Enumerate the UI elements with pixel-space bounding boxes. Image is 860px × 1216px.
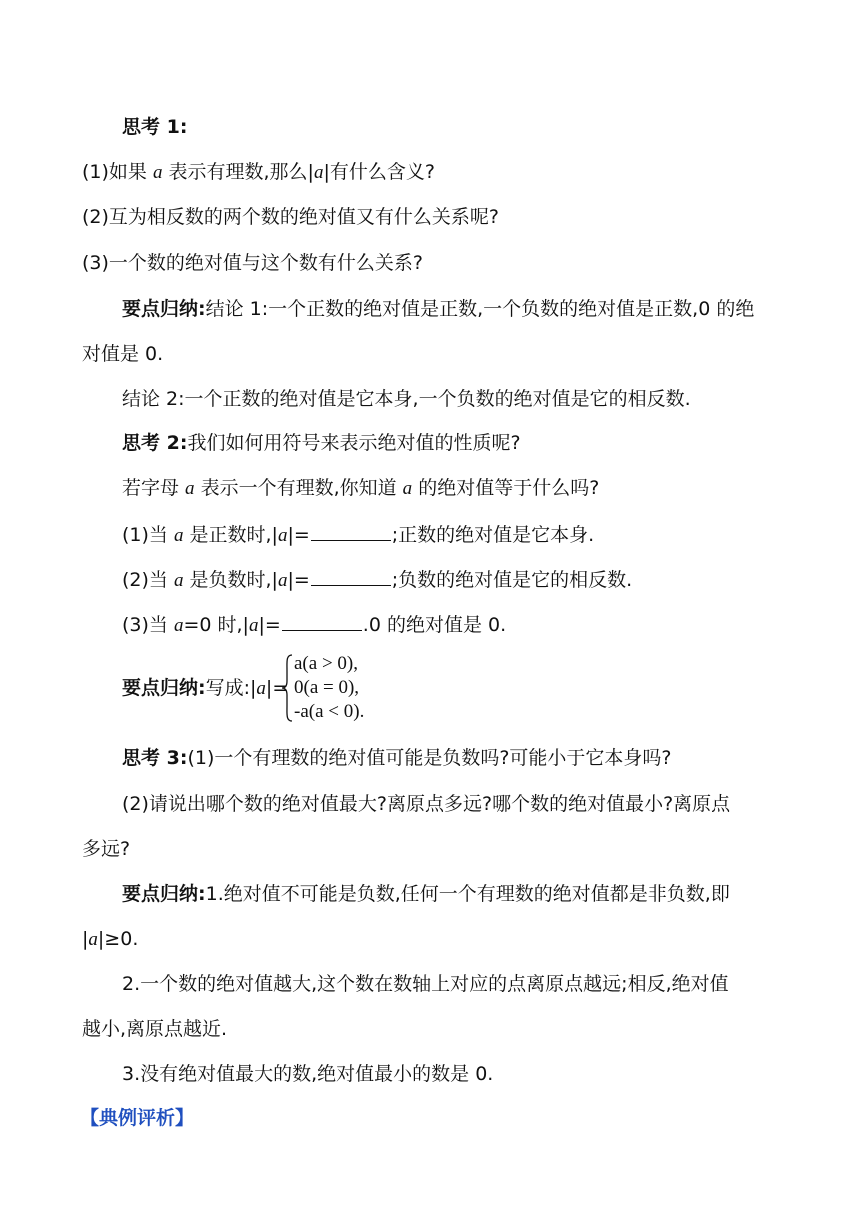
answer-blank-3[interactable] [282,612,362,631]
think1-question-3: (3)一个数的绝对值与这个数有什么关系? [82,252,423,274]
left-brace-icon [281,654,293,722]
summary3-point1-line1: 要点归纳:1.绝对值不可能是负数,任何一个有理数的绝对值都是非负数,即 [122,883,730,905]
summary3-point2-line1: 2.一个数的绝对值越大,这个数在数轴上对应的点离原点越远;相反,绝对值 [122,973,729,995]
case-negative: -a(a < 0). [294,701,365,722]
case-positive: a(a > 0), [294,653,358,674]
think3-question-1: 思考 3:(1)一个有理数的绝对值可能是负数吗?可能小于它本身吗? [122,747,672,769]
think1-question-2: (2)互为相反数的两个数的绝对值又有什么关系呢? [82,206,499,228]
think3-question-2-line2: 多远? [82,838,131,860]
example-heading: 【典例评析】 [80,1107,195,1129]
think3-question-2-line1: (2)请说出哪个数的绝对值最大?离原点多远?哪个数的绝对值最小?离原点 [122,793,731,815]
think2-case-1: (1)当 a 是正数时,|a|= ;正数的绝对值是它本身. [122,524,595,546]
summary1-line1: 要点归纳:结论 1:一个正数的绝对值是正数,一个负数的绝对值是正数,0 的绝 [122,298,755,320]
answer-blank-2[interactable] [311,567,391,586]
summary3-point3: 3.没有绝对值最大的数,绝对值最小的数是 0. [122,1063,494,1085]
think2-case-3: (3)当 a=0 时,|a|= .0 的绝对值是 0. [122,614,507,636]
think1-title: 思考 1: [122,116,188,138]
summary1-line2: 对值是 0. [82,343,164,365]
think2-case-2: (2)当 a 是负数时,|a|= ;负数的绝对值是它的相反数. [122,569,633,591]
case-zero: 0(a = 0), [294,677,360,698]
summary3-point1-line2: |a|≥0. [82,928,139,950]
answer-blank-1[interactable] [311,522,391,541]
think2-heading: 思考 2:我们如何用符号来表示绝对值的性质呢? [122,432,521,454]
summary1-line3: 结论 2:一个正数的绝对值是它本身,一个负数的绝对值是它的相反数. [122,388,691,410]
think2-intro: 若字母 a 表示一个有理数,你知道 a 的绝对值等于什么吗? [122,477,600,499]
summary3-point2-line2: 越小,离原点越近. [82,1018,228,1040]
think1-question-1: (1)如果 a 表示有理数,那么|a|有什么含义? [82,161,435,183]
summary2-label: 要点归纳:写成:|a|= [122,677,289,699]
piecewise-cases [294,652,364,724]
